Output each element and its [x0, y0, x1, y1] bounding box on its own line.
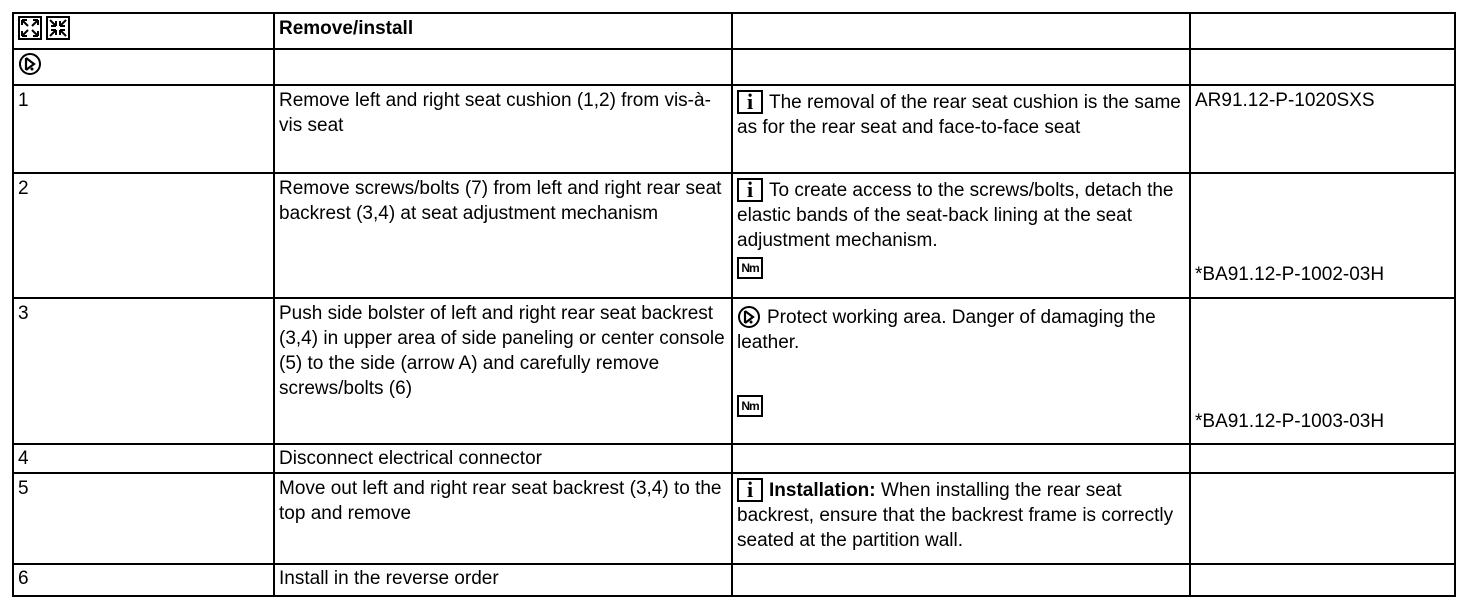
- note-emphasis: Installation:: [769, 480, 876, 501]
- step-note: [731, 472, 1189, 563]
- step-number: 3: [18, 303, 29, 324]
- step-note: [731, 172, 1189, 297]
- torque-icon[interactable]: Nm: [737, 257, 763, 279]
- step-action: Install in the reverse order: [279, 568, 499, 589]
- header-icons-cell: [12, 12, 273, 48]
- step-number: 4: [18, 448, 29, 469]
- step-number: 2: [18, 178, 29, 199]
- step-action: Move out left and right rear seat backrest (3,4) to the top and remove: [279, 478, 722, 524]
- note-text: When installing the rear seat backrest, ensure that the backrest frame is correctly seated at the partition wall.: [737, 480, 1174, 551]
- note-text: The removal of the rear seat cushion is the same as for the rear seat and face-to-face seat: [737, 92, 1181, 138]
- step-action: Disconnect electrical connector: [279, 448, 542, 469]
- step-note: [731, 297, 1189, 443]
- note-text: Protect working area. Danger of damaging the leather.: [737, 307, 1156, 353]
- step-reference[interactable]: *BA91.12-P-1002-03H: [1195, 264, 1385, 285]
- step-note: [731, 84, 1189, 172]
- torque-icon[interactable]: Nm: [737, 395, 763, 417]
- step-action: Remove screws/bolts (7) from left and right rear seat backrest (3,4) at seat adjustment mechanism: [279, 178, 722, 224]
- step-number: 5: [18, 478, 29, 499]
- table-border-bottom: [12, 595, 1456, 597]
- step-number: 1: [18, 90, 29, 111]
- step-action: Push side bolster of left and right rear seat backrest (3,4) in upper area of side paneling or center console (5) to the side (arrow A) and carefully remove screws/bolts (6): [279, 303, 725, 399]
- step-action: Remove left and right seat cushion (1,2) from vis-à-vis seat: [279, 90, 711, 136]
- collapse-all-icon[interactable]: [46, 16, 70, 40]
- risk-cell: [12, 48, 273, 84]
- table-border-right: [1454, 12, 1456, 596]
- step-number: 6: [18, 568, 29, 589]
- info-icon: i: [737, 90, 763, 114]
- note-text: To create access to the screws/bolts, detach the elastic bands of the seat-back lining at the seat adjustment mechanism.: [737, 180, 1174, 251]
- expand-all-icon[interactable]: [18, 16, 42, 40]
- step-reference[interactable]: *BA91.12-P-1003-03H: [1195, 411, 1385, 432]
- risk-warning-icon: [737, 305, 761, 329]
- risk-warning-icon: [18, 52, 42, 76]
- info-icon: i: [737, 478, 763, 502]
- page-title: Remove/install: [279, 18, 414, 39]
- step-reference[interactable]: AR91.12-P-1020SXS: [1195, 90, 1375, 111]
- info-icon: i: [737, 178, 763, 202]
